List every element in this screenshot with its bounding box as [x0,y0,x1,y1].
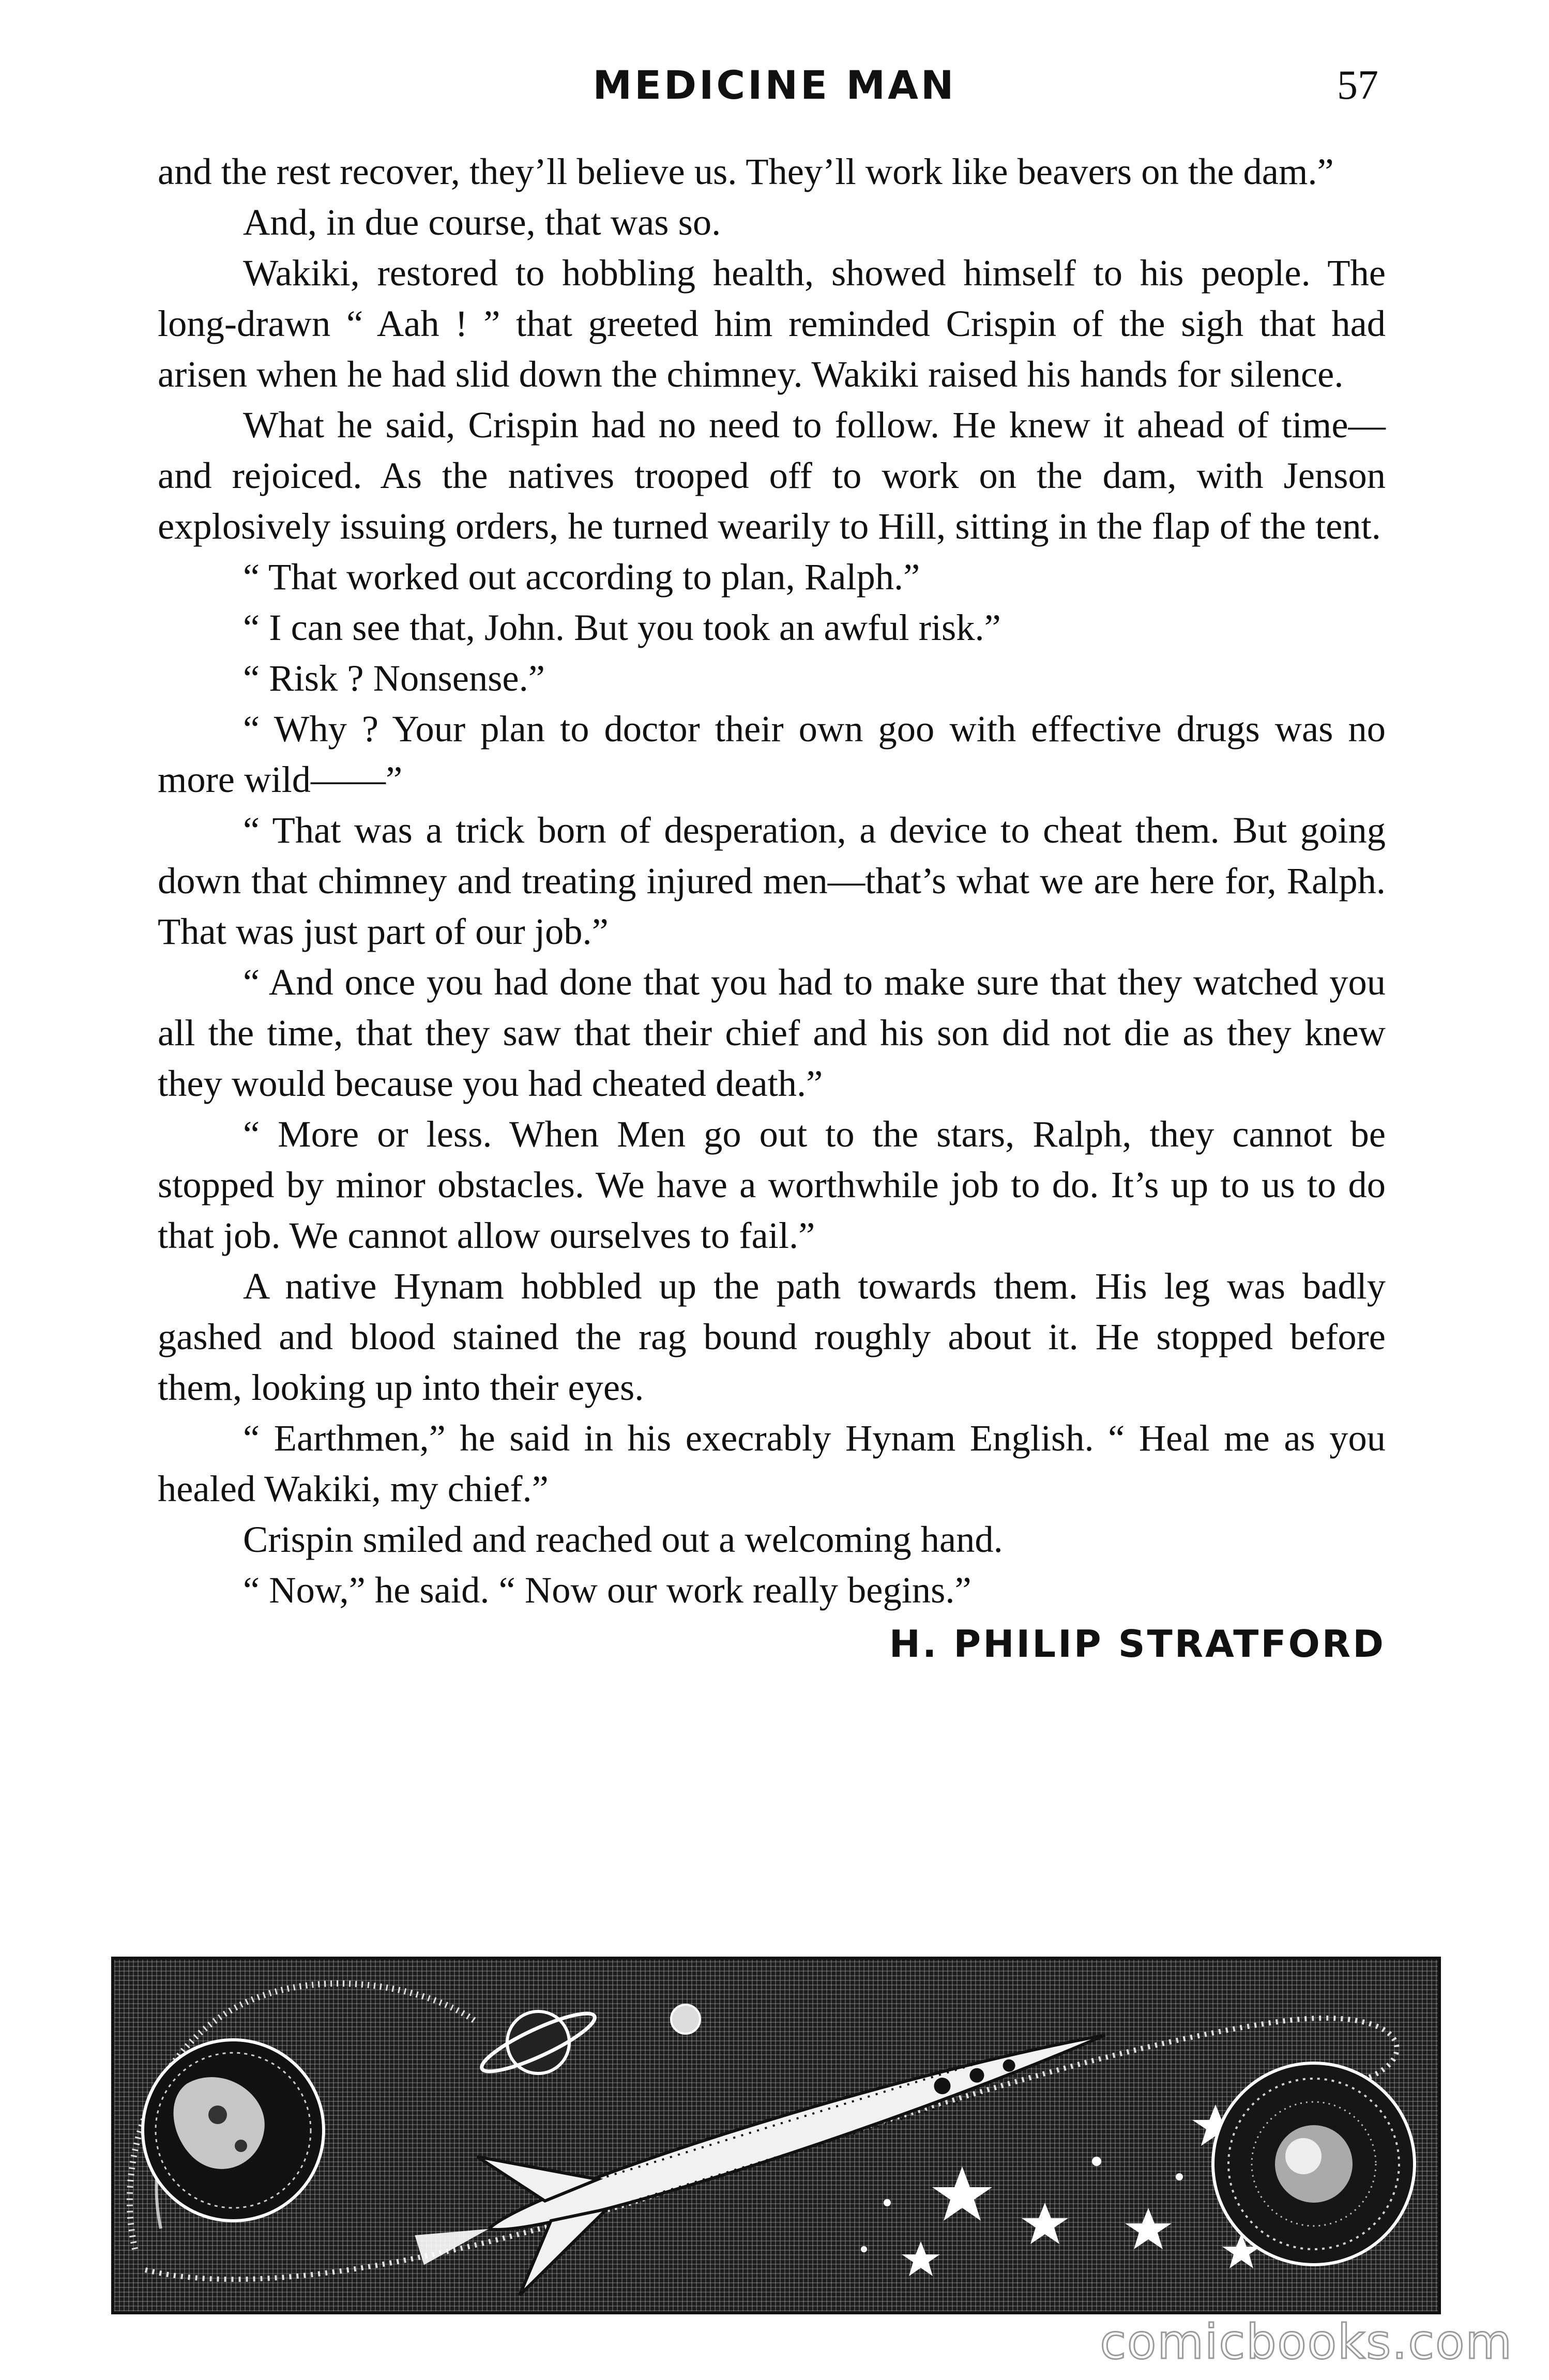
paragraph: “ And once you had done that you had to make sure that they watched you all the time, that they saw that their chief and his son did not die as they knew they would because you had cheated death.” [158,961,1386,1104]
rocket-space-scene-illustration [111,1957,1441,2314]
paragraph: And, in due course, that was so. [243,201,721,243]
running-title: MEDICINE MAN [593,62,956,108]
paragraph: Crispin smiled and reached out a welcoming hand. [243,1518,1003,1560]
paragraph: “ More or less. When Men go out to the stars, Ralph, they cannot be stopped by minor obstacles. We have a worthwhile job to do. It’s up to us to do that job. We cannot allow ourselves to fail.” [158,1113,1386,1256]
paragraph: “ Why ? Your plan to doctor their own goo with effective drugs was no more wild——” [158,708,1386,800]
paragraph: “ That worked out according to plan, Ralph.” [243,556,920,598]
paragraph: “ I can see that, John. But you took an awful risk.” [243,606,1001,648]
paragraph: “ Risk ? Nonsense.” [243,657,545,699]
author-signature: H. PHILIP STRATFORD [889,1622,1386,1666]
paragraph: “ Earthmen,” he said in his execrably Hynam English. “ Heal me as you healed Wakiki, my chief.” [158,1417,1386,1509]
paragraph: What he said, Crispin had no need to follow. He knew it ahead of time—and rejoiced. As the natives trooped off to work on the dam, with Jenson explosively issuing orders, he turned wearily to Hill, sitting in the flap of the tent. [158,404,1386,547]
watermark: comicbooks.com [1100,2314,1513,2370]
page-number: 57 [1337,63,1378,108]
page-header [0,62,1549,119]
paragraph: “ That was a trick born of desperation, a device to cheat them. But going down that chimney and treating injured men—that’s what we are here for, Ralph. That was just part of our job.” [158,809,1386,952]
story-text [158,146,1386,1669]
paragraph: A native Hynam hobbled up the path towards them. His leg was badly gashed and blood stained the rag bound roughly about it. He stopped before them, looking up into their eyes. [158,1265,1386,1408]
paragraph: “ Now,” he said. “ Now our work really begins.” [243,1569,971,1611]
paragraph: and the rest recover, they’ll believe us. They’ll work like beavers on the dam.” [158,150,1334,192]
paragraph: Wakiki, restored to hobbling health, showed himself to his people. The long-drawn “ Aah ! ” that greeted him reminded Crispin of the sigh that had arisen when he had slid down the chimney. Wakiki raised his hands for silence. [158,252,1386,395]
